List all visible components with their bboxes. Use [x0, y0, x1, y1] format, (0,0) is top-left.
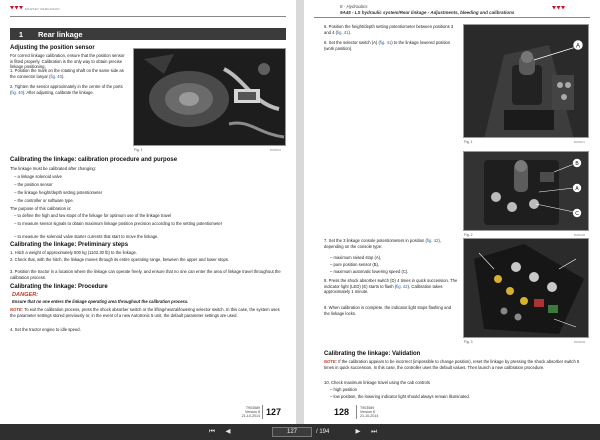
- brand-text: MASSEY FERGUSON: [25, 7, 60, 11]
- note-block: [324, 359, 590, 370]
- brand-logo: [552, 6, 565, 13]
- figure-caption: Fig. 1: [134, 148, 143, 152]
- step-item: 8. Press the shock absorber switch (D) 4 times in quick succession. The indicator light (LED) (E) starts to flash (fig. 42). Calibration takes approximately 1 minute.: [324, 278, 458, 294]
- figure-link[interactable]: fig. 41: [337, 29, 349, 35]
- list-item: – the controller or software type.: [14, 198, 74, 203]
- list-item: – to define the high and low stops of the linkage for optimum use of the linkage travel: [14, 213, 172, 218]
- next-page-icon: ▶: [355, 428, 361, 435]
- triple-triangle-logo-icon: [10, 6, 23, 13]
- document-meta: T903589 Version 8 21-10-2014: [360, 406, 379, 419]
- page-number-input[interactable]: [272, 427, 312, 437]
- header-section: 8 - Hydraulics: [340, 4, 368, 9]
- section-intro: The linkage must be calibrated after changing:: [10, 166, 96, 171]
- list-item: – low position, the lowering indicator light should always remain illuminated.: [330, 394, 470, 399]
- console-potentiometers-photo: [463, 151, 589, 231]
- note-label: NOTE:: [324, 359, 338, 364]
- step-item: 10. Check maximum linkage travel using the cab controls: [324, 380, 430, 385]
- note-label: NOTE:: [10, 307, 24, 312]
- section-heading: Calibrating the linkage: Preliminary steps: [10, 242, 129, 248]
- figure-id: B045000: [574, 340, 586, 344]
- last-page-icon: ⏭: [371, 428, 377, 435]
- step-item: 5. Position the height/depth setting potentiometer between positions 3 and 4 (fig. 41).: [324, 24, 454, 35]
- first-page-icon: ⏮: [209, 428, 215, 435]
- figure-link[interactable]: fig. 42: [426, 238, 439, 243]
- document-meta: T903589 Version 8 21-10-2014: [241, 406, 260, 419]
- figure-link[interactable]: fig. 41: [379, 40, 392, 45]
- position-sensor-photo: [133, 48, 286, 146]
- list-item: – the position sensor: [14, 182, 53, 187]
- section-heading: Calibrating the linkage: calibration procedure and purpose: [10, 157, 178, 163]
- figure-link[interactable]: fig. 40: [50, 73, 62, 79]
- purpose-intro: The purpose of this calibration is:: [10, 206, 72, 211]
- step-item: 2. Tighten the sensor approximately in the centre of the ports (fig. 40). After adjusting, calibrate the linkage.: [10, 84, 123, 95]
- callout-label: A: [575, 43, 581, 50]
- figure-link[interactable]: fig. 42: [396, 283, 408, 289]
- viewer-toolbar: [0, 424, 600, 440]
- figure-link[interactable]: fig. 40: [11, 89, 23, 95]
- previous-page-icon: ◀: [225, 428, 231, 435]
- step-item: 1. Position the mark on the rotating shaft on the same side as the connector lanyar (fig. 40).: [10, 68, 124, 79]
- list-item: – maximum automatic lowering speed (C).: [330, 269, 409, 274]
- next-page-button[interactable]: [352, 427, 364, 437]
- last-page-button[interactable]: [368, 427, 380, 437]
- triple-triangle-logo-icon: [552, 6, 565, 13]
- step-item: 3. Position the tractor in a location where the linkage can operate freely, and ensure that no one can enter the area of linkage travel throughout the calibration process.: [10, 269, 281, 280]
- callout-label: B: [575, 161, 579, 168]
- list-item: – to measure sensor signals to obtain maximum linkage position precision according to the setting potentiometer: [14, 221, 223, 226]
- left-page: [0, 0, 296, 424]
- chapter-title: Rear linkage: [38, 29, 83, 39]
- figure-id: B045011: [574, 140, 585, 144]
- list-item: – the linkage height/depth setting potentiometer: [14, 190, 103, 195]
- page-number: 128: [334, 407, 350, 417]
- figure-id: B045001: [270, 148, 282, 152]
- step-item: 2. Check that, with the hitch, the linkage moves through its entire operating range, between the upper and lower stops.: [10, 257, 230, 262]
- note-text: To exit the calibration process, press the shock absorber switch or the lifting/neutral/lowering selector switch. In this case, the system uses the parameter settings stored previously or, in the event of a new Autotronic 5 unit, the default parameter settings are used.: [10, 307, 280, 318]
- note-text: If the calibration appears to be incorrect (impossible to change position), reset the linkage by pressing the shock absorber switch 5 times in quick succession. In this case, the controller uses the default values. Then launch a new calibration procedure.: [324, 359, 580, 370]
- step-item: 6. Set the selector switch (A) (fig. 41) to the linkage lowered position (work position).: [324, 40, 451, 51]
- section-heading: Calibrating the linkage: Procedure: [10, 284, 108, 290]
- footer-divider: [356, 405, 357, 419]
- callout-label: A: [575, 186, 579, 193]
- figure-id: B045120: [574, 233, 586, 237]
- note-block: [10, 307, 286, 318]
- list-item: – to measure the solenoid valve starter currents that start to move the linkage.: [14, 234, 159, 239]
- total-pages: / 194: [316, 429, 330, 435]
- list-item: – pure position sensor (B),: [330, 262, 380, 267]
- section-heading: Adjusting the position sensor: [10, 45, 95, 51]
- page-number: 127: [266, 407, 282, 417]
- chapter-number: 1: [18, 29, 24, 39]
- header-subtitle: 9A45 - LS hydraulic system/Rear linkage - Adjustments, bleeding and calibrations: [340, 10, 515, 15]
- right-page: [304, 0, 600, 424]
- list-item: – high position: [330, 387, 358, 392]
- brand-logo: [10, 6, 60, 13]
- header-rule: [314, 17, 590, 18]
- first-page-button[interactable]: [206, 427, 218, 437]
- header-rule: [10, 16, 286, 17]
- figure-caption: Fig. 3: [464, 340, 473, 344]
- danger-text: Ensure that no one enters the linkage operating area throughout the calibration process.: [12, 299, 189, 304]
- selector-switch-photo: [463, 24, 589, 138]
- section-intro: For correct linkage calibration, ensure that the position sensor is fitted properly. Calibration is the only way to obtain precise linkage positioning.: [10, 53, 125, 69]
- section-heading: Calibrating the linkage: Validation: [324, 351, 421, 357]
- step-item: 9. When calibration is complete, the indicator light stops flashing and the linkage locks.: [324, 305, 452, 316]
- callout-label: C: [575, 211, 579, 218]
- step-item: 1. Hitch a weight of approximately 500 kg (1102.30 lb) to the linkage.: [10, 250, 138, 255]
- previous-page-button[interactable]: [222, 427, 234, 437]
- figure-caption: Fig. 2: [464, 233, 473, 237]
- danger-label: DANGER:: [12, 292, 39, 298]
- chapter-banner: [10, 28, 286, 40]
- step-item: 4. Set the tractor engine to idle speed.: [10, 327, 81, 332]
- list-item: – a linkage solenoid valve: [14, 174, 62, 179]
- current-page-value: 127: [286, 429, 297, 435]
- list-item: – maximum raised stop (A),: [330, 255, 382, 260]
- footer-divider: [262, 405, 263, 419]
- figure-caption: Fig. 1: [464, 140, 473, 144]
- shock-absorber-switch-photo: [463, 238, 589, 338]
- step-item: 7. Set the 3 linkage console potentiometers in position (fig. 42), depending on the console type:: [324, 238, 441, 249]
